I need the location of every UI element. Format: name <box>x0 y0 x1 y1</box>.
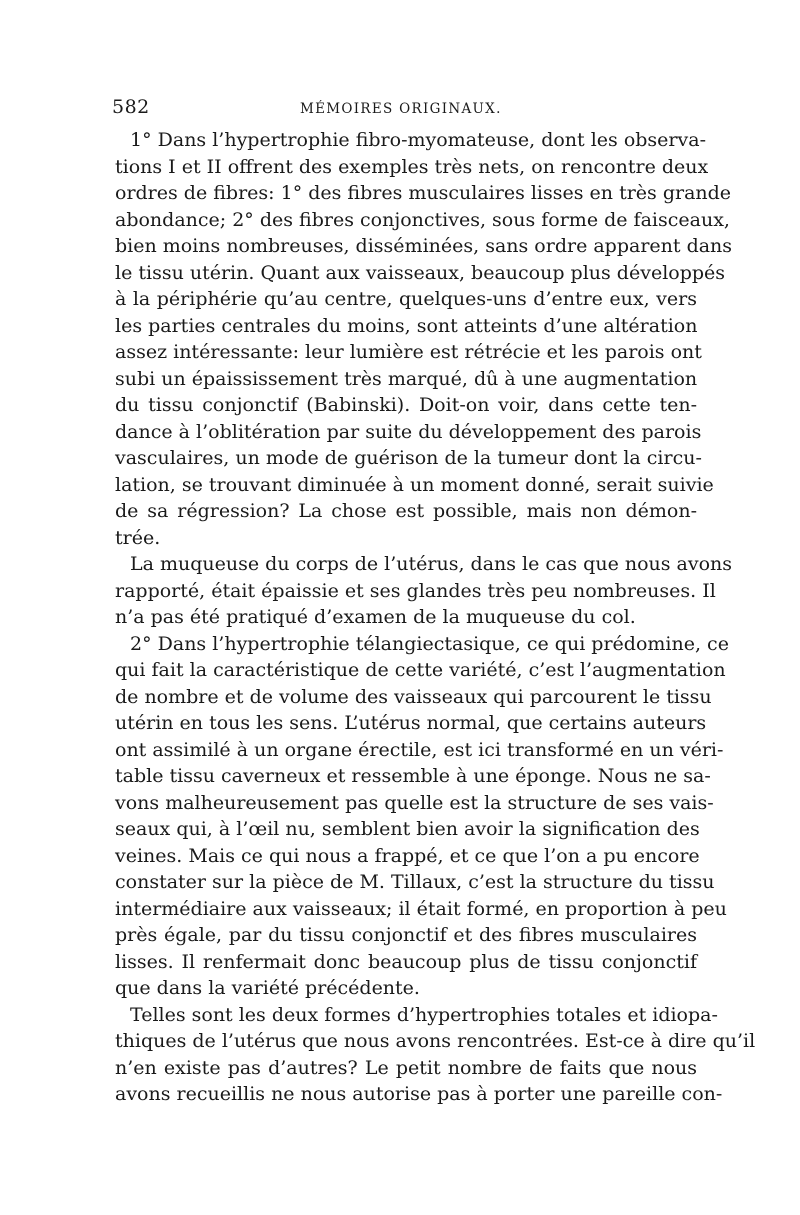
text-line: dance à l’oblitération par suite du développement des parois <box>115 420 702 443</box>
text-line: que dans la variété précédente. <box>115 977 420 999</box>
text-line: près égale, par du tissu conjonctif et des fibres musculaires <box>115 924 697 946</box>
text-line: thiques de l’utérus que nous avons rencontrées. Est-ce à dire qu’il <box>115 1030 756 1052</box>
text-line: à la périphérie qu’au centre, quelques-uns d’entre eux, vers <box>115 288 697 310</box>
text-line: n’a pas été pratiqué d’examen de la muqueuse du col. <box>115 606 636 628</box>
text-line: constater sur la pièce de M. Tillaux, c’est la structure du tissu <box>115 871 715 893</box>
text-line: utérin en tous les sens. L’utérus normal, que certains auteurs <box>115 712 707 734</box>
body-text <box>115 127 756 1108</box>
text-line: lation, se trouvant diminuée à un moment donné, serait suivie <box>115 473 714 496</box>
text-line: le tissu utérin. Quant aux vaisseaux, beaucoup plus développés <box>115 261 726 284</box>
text-line: de sa régression? La chose est possible, mais non démon- <box>115 500 697 522</box>
text-line: veines. Mais ce qui nous a frappé, et ce que l’on a pu encore <box>115 844 700 867</box>
page-number: 582 <box>112 96 150 118</box>
text-line: 2° Dans l’hypertrophie télangiectasique, ce qui prédomine, ce <box>130 632 729 655</box>
text-line: ont assimilé à un organe érectile, est ici transformé en un véri- <box>115 738 724 761</box>
text-line: seaux qui, à l’œil nu, semblent bien avoir la signification des <box>115 818 700 840</box>
text-line: vasculaires, un mode de guérison de la tumeur dont la circu- <box>115 447 702 469</box>
text-line: Telles sont les deux formes d’hypertrophies totales et idiopa- <box>130 1003 718 1026</box>
text-line: les parties centrales du moins, sont atteints d’une altération <box>115 314 698 337</box>
text-line: de nombre et de volume des vaisseaux qui parcourent le tissu <box>115 685 712 708</box>
text-line: ordres de fibres: 1° des fibres musculaires lisses en très grande <box>115 182 732 204</box>
text-line: tions I et II offrent des exemples très nets, on rencontre deux <box>115 155 709 178</box>
text-line: 1° Dans l’hypertrophie fibro-myomateuse, dont les observa- <box>130 129 706 151</box>
text-line: bien moins nombreuses, disséminées, sans ordre apparent dans <box>115 235 733 257</box>
text-line: table tissu caverneux et ressemble à une éponge. Nous ne sa- <box>115 765 711 787</box>
text-line: intermédiaire aux vaisseaux; il était formé, en proportion à peu <box>115 897 727 920</box>
text-line: trée. <box>115 526 161 549</box>
text-line: La muqueuse du corps de l’utérus, dans le cas que nous avons <box>130 553 733 575</box>
text-line: rapporté, était épaissie et ses glandes très peu nombreuses. Il <box>115 579 716 602</box>
text-line: avons recueillis ne nous autorise pas à porter une pareille con- <box>115 1083 723 1105</box>
text-line: assez intéressante: leur lumière est rétrécie et les parois ont <box>115 341 702 363</box>
text-line: n’en existe pas d’autres? Le petit nombre de faits que nous <box>115 1056 697 1079</box>
text-line: lisses. Il renfermait donc beaucoup plus de tissu conjonctif <box>115 950 697 973</box>
text-line: subi un épaississement très marqué, dû à une augmentation <box>115 367 698 390</box>
page-header <box>112 96 692 124</box>
text-line: abondance; 2° des fibres conjonctives, sous forme de faisceaux, <box>115 208 730 231</box>
text-line: qui fait la caractéristique de cette variété, c’est l’augmentation <box>115 659 726 681</box>
text-line: du tissu conjonctif (Babinski). Doit-on voir, dans cette ten- <box>115 394 697 416</box>
running-head: MÉMOIRES ORIGINAUX. <box>300 101 502 117</box>
text-line: vons malheureusement pas quelle est la structure de ses vais- <box>115 791 714 814</box>
